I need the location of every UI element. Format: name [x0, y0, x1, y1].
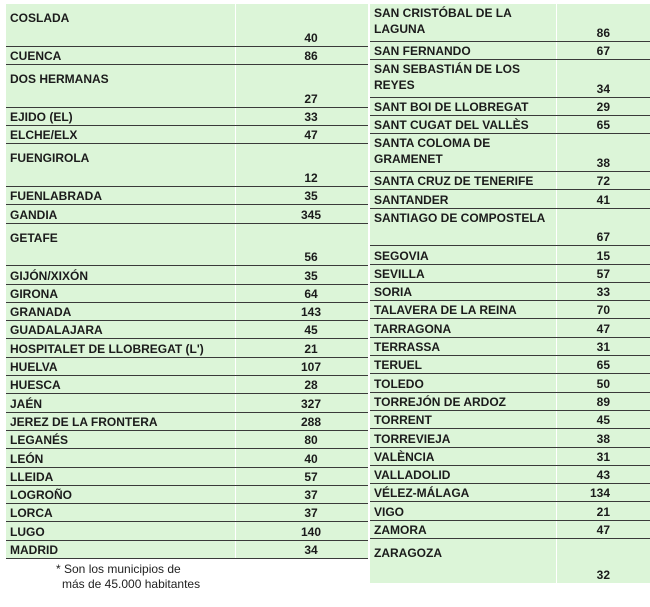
municipality-name: SAN FERNANDO: [370, 41, 557, 59]
municipality-name: VALÈNCIA: [370, 447, 557, 465]
municipality-value: 47: [236, 125, 369, 143]
municipality-value: 57: [236, 467, 369, 485]
municipality-value: 86: [557, 4, 650, 41]
municipality-value: 107: [236, 357, 369, 375]
municipality-value: 65: [557, 115, 650, 133]
municipality-name: GETAFE: [6, 223, 236, 266]
table-row: [6, 46, 368, 64]
municipality-value: 27: [236, 64, 369, 107]
table-row: [6, 540, 368, 558]
municipality-value: 31: [557, 337, 650, 355]
municipality-name: TORREVIEJA: [370, 429, 557, 447]
municipality-value: 32: [557, 538, 650, 583]
municipality-value: 31: [557, 447, 650, 465]
municipality-name: TARRAGONA: [370, 319, 557, 337]
table-row: [370, 337, 650, 355]
municipality-name: ZAMORA: [370, 520, 557, 538]
table-row: [6, 186, 368, 204]
municipality-name: VALLADOLID: [370, 465, 557, 483]
table-row: [370, 465, 650, 483]
table-row: [6, 339, 368, 357]
municipality-value: 40: [236, 4, 369, 46]
municipality-name: TORRENT: [370, 410, 557, 428]
table-row: [6, 522, 368, 540]
table-row: [6, 412, 368, 430]
municipality-value: 12: [236, 144, 369, 187]
municipality-value: 65: [557, 356, 650, 374]
municipality-name: JAÉN: [6, 394, 236, 412]
municipality-name: VIGO: [370, 502, 557, 520]
municipality-name: SEVILLA: [370, 264, 557, 282]
municipality-value: 21: [236, 339, 369, 357]
table-row: [370, 190, 650, 208]
table-row: [370, 59, 650, 97]
municipality-name: GUADALAJARA: [6, 321, 236, 339]
table-row: [6, 376, 368, 394]
municipality-value: 45: [236, 321, 369, 339]
table-row: [6, 144, 368, 187]
municipality-value: 40: [236, 449, 369, 467]
municipality-name: HUESCA: [6, 376, 236, 394]
municipality-name: ZARAGOZA: [370, 538, 557, 583]
table-row: [6, 4, 368, 46]
table-row: [6, 302, 368, 320]
municipality-value: 47: [557, 319, 650, 337]
municipality-name: LORCA: [6, 504, 236, 522]
table-row: [370, 429, 650, 447]
municipality-name: SANTIAGO DE COMPOSTELA: [370, 208, 557, 246]
table-row: [370, 41, 650, 59]
footnote: [56, 562, 200, 592]
table-row: [6, 467, 368, 485]
municipality-value: 64: [236, 284, 369, 302]
municipality-value: 72: [557, 171, 650, 189]
municipality-name: FUENLABRADA: [6, 186, 236, 204]
municipality-value: 21: [557, 502, 650, 520]
municipality-name: COSLADA: [6, 4, 236, 46]
table-row: [370, 374, 650, 392]
table-row: [370, 97, 650, 115]
table-row: [370, 134, 650, 172]
table-row: [370, 392, 650, 410]
table-row: [370, 282, 650, 300]
footnote-line-2: más de 45.000 habitantes: [62, 577, 201, 591]
table-row: [6, 107, 368, 125]
municipality-value: 86: [236, 46, 369, 64]
municipality-value: 57: [557, 264, 650, 282]
municipality-name: CUENCA: [6, 46, 236, 64]
table-row: [6, 266, 368, 284]
table-row: [370, 208, 650, 246]
table-row: [370, 520, 650, 538]
municipality-name: SANTANDER: [370, 190, 557, 208]
municipality-name: SANTA CRUZ DE TENERIFE: [370, 171, 557, 189]
municipality-value: 47: [557, 520, 650, 538]
municipality-value: 37: [236, 485, 369, 503]
municipality-value: 15: [557, 246, 650, 264]
municipality-name: LUGO: [6, 522, 236, 540]
table-row: [6, 125, 368, 143]
municipality-name: FUENGIROLA: [6, 144, 236, 187]
municipality-value: 50: [557, 374, 650, 392]
municipality-name: GRANADA: [6, 302, 236, 320]
municipality-value: 45: [557, 410, 650, 428]
municipality-value: 327: [236, 394, 369, 412]
municipality-value: 38: [557, 429, 650, 447]
municipality-name: SANT CUGAT DEL VALLÈS: [370, 115, 557, 133]
municipality-value: 140: [236, 522, 369, 540]
municipality-value: 43: [557, 465, 650, 483]
table-row: [6, 205, 368, 223]
municipality-name: VÉLEZ-MÁLAGA: [370, 484, 557, 502]
municipality-value: 134: [557, 484, 650, 502]
municipality-name: LOGROÑO: [6, 485, 236, 503]
municipality-name: GIJÓN/XIXÓN: [6, 266, 236, 284]
table-row: [6, 394, 368, 412]
municipality-value: 67: [557, 41, 650, 59]
municipality-name: DOS HERMANAS: [6, 64, 236, 107]
municipality-value: 89: [557, 392, 650, 410]
municipality-name: LLEIDA: [6, 467, 236, 485]
table-row: [370, 356, 650, 374]
municipality-name: EJIDO (EL): [6, 107, 236, 125]
table-row: [370, 447, 650, 465]
municipality-name: SANTA COLOMA DE GRAMENET: [370, 134, 557, 172]
table-row: [6, 223, 368, 266]
municipality-name: SAN CRISTÓBAL DE LA LAGUNA: [370, 4, 557, 41]
table-row: [370, 538, 650, 583]
municipality-name: LEGANÉS: [6, 430, 236, 448]
table-row: [370, 502, 650, 520]
municipality-name: GIRONA: [6, 284, 236, 302]
municipality-value: 80: [236, 430, 369, 448]
municipality-name: HOSPITALET DE LLOBREGAT (L'): [6, 339, 236, 357]
municipality-name: TERRASSA: [370, 337, 557, 355]
municipality-value: 70: [557, 301, 650, 319]
municipality-value: 35: [236, 266, 369, 284]
municipalities-table-right: [370, 4, 650, 583]
municipality-name: SEGOVIA: [370, 246, 557, 264]
table-row: [370, 301, 650, 319]
municipality-value: 35: [236, 186, 369, 204]
municipality-name: MADRID: [6, 540, 236, 558]
municipality-value: 33: [236, 107, 369, 125]
municipality-name: SORIA: [370, 282, 557, 300]
municipalities-table-left: [6, 4, 368, 559]
municipality-name: TERUEL: [370, 356, 557, 374]
municipality-name: HUELVA: [6, 357, 236, 375]
table-row: [6, 485, 368, 503]
table-row: [370, 484, 650, 502]
municipality-value: 288: [236, 412, 369, 430]
municipality-value: 37: [236, 504, 369, 522]
municipality-name: SANT BOI DE LLOBREGAT: [370, 97, 557, 115]
table-row: [6, 321, 368, 339]
municipality-value: 345: [236, 205, 369, 223]
municipality-name: JEREZ DE LA FRONTERA: [6, 412, 236, 430]
municipality-name: GANDIA: [6, 205, 236, 223]
footnote-line-1: * Son los municipios de: [56, 562, 181, 576]
table-row: [370, 264, 650, 282]
municipality-value: 34: [236, 540, 369, 558]
municipality-value: 56: [236, 223, 369, 266]
table-row: [370, 171, 650, 189]
table-row: [6, 284, 368, 302]
table-row: [370, 319, 650, 337]
table-row: [370, 246, 650, 264]
table-row: [370, 410, 650, 428]
municipality-value: 28: [236, 376, 369, 394]
table-row: [6, 430, 368, 448]
table-row: [6, 64, 368, 107]
municipality-value: 38: [557, 134, 650, 172]
municipality-value: 143: [236, 302, 369, 320]
municipality-value: 67: [557, 208, 650, 246]
municipality-name: SAN SEBASTIÁN DE LOS REYES: [370, 59, 557, 97]
table-row: [370, 4, 650, 41]
municipality-name: TOLEDO: [370, 374, 557, 392]
table-row: [6, 357, 368, 375]
table-row: [370, 115, 650, 133]
municipality-value: 34: [557, 59, 650, 97]
municipality-name: ELCHE/ELX: [6, 125, 236, 143]
municipality-name: TORREJÓN DE ARDOZ: [370, 392, 557, 410]
municipality-value: 29: [557, 97, 650, 115]
table-row: [6, 449, 368, 467]
municipality-value: 41: [557, 190, 650, 208]
municipality-value: 33: [557, 282, 650, 300]
table-row: [6, 504, 368, 522]
municipality-name: LEÓN: [6, 449, 236, 467]
municipality-name: TALAVERA DE LA REINA: [370, 301, 557, 319]
